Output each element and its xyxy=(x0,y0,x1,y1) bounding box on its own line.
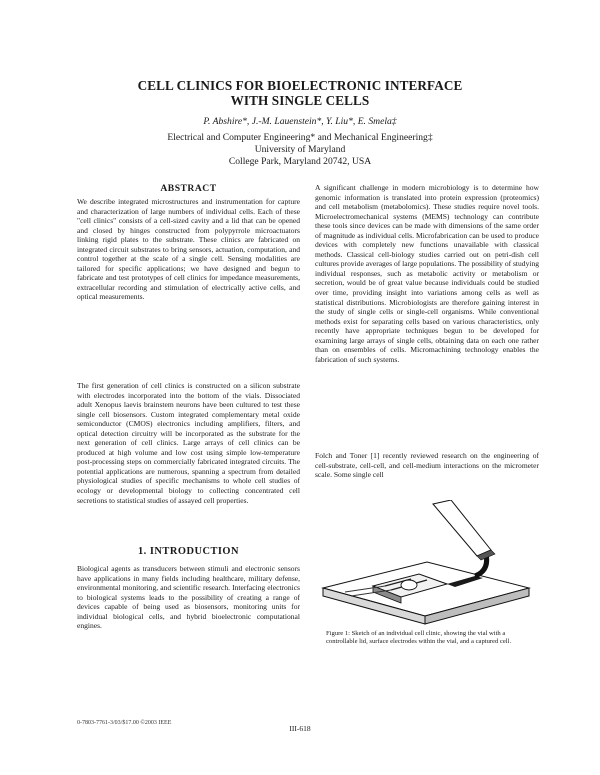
cell-clinic-illustration xyxy=(315,500,539,626)
affiliation-departments: Electrical and Computer Engineering* and Mechanical Engineering‡ xyxy=(167,132,433,143)
page-number: III-618 xyxy=(289,724,311,733)
paper-title xyxy=(0,78,600,108)
affiliation-university: University of Maryland xyxy=(254,144,346,155)
introduction-heading: 1. INTRODUCTION xyxy=(137,546,240,557)
figure-cell-clinic-sketch xyxy=(315,500,539,626)
introduction-paragraph-1: Biological agents as transducers between stimuli and electronic sensors have applications in many fields including healthcare, military defense, environmental monitoring, and scientific research. Interfacing electronics to biological systems leads to the possibility of creating a range of devices capable of being used as biosensors, monitoring units for individual biological cells, and hybrid bioelectronic computational engines. xyxy=(77,564,300,631)
abstract-paragraph-1: We describe integrated microstructures and instrumentation for capture and characterization of large numbers of individual cells. Each of these "cell clinics" consists of a cell-sized cavity and a lid that can be opened and closed by hinges constructed from polypyrrole microactuators linking rigid plates to the substrate. These clinics are fabricated on integrated circuit substrates to bring sensors, actuation, computation, and control together at the scale of a single cell. Sensing modalities are tailored for specific applications; we have designed and begun to fabricate and test prototypes of cell clinics for impedance measurements, extracellular recording and stimulation of electrically active cells, and optical measurements. xyxy=(77,197,300,302)
title-line-2: WITH SINGLE CELLS xyxy=(230,93,370,108)
abstract-paragraph-2: The first generation of cell clinics is constructed on a silicon substrate with electrodes incorporated into the bottom of the vials. Dissociated adult Xenopus laevis brainstem neurons have been cultured to test these single cell biosensors. Custom integrated complementary metal oxide semiconductor (CMOS) electronics including amplifiers, filters, and optical detection circuitry will be incorporated as the substrate for the next generation of cell clinics. Large arrays of cell clinics can be produced at high volume and low cost using simple low-temperature post-processing steps on commercially fabricated integrated circuits. The potential applications are numerous, spanning a spectrum from detailed physiological studies of specific mechanisms to whole cell studies of ecology or developmental biology to collecting concentrated cell secretions to statistical studies of assayed cell properties. xyxy=(77,381,300,505)
figure-caption: Figure 1: Sketch of an individual cell clinic, showing the vial with a controllable lid, surface electrodes within the vial, and a captured cell. xyxy=(326,630,512,646)
copyright-notice: 0-7803-7761-3/03/$17.00 ©2003 IEEE xyxy=(77,720,172,726)
right-column-paragraph-2: Folch and Toner [1] recently reviewed research on the engineering of cell-substrate, cell-cell, and cell-medium interactions on the micrometer scale. Some single cell xyxy=(315,451,539,480)
title-line-1: CELL CLINICS FOR BIOELECTRONIC INTERFACE xyxy=(137,78,463,93)
captured-cell xyxy=(401,580,417,590)
right-column-paragraph-1: A significant challenge in modern microbiology is to determine how genomic information is translated into protein expression (proteomics) and cell metabolism (metabolomics). These studies require novel tools. Microelectromechanical systems (MEMS) technology can contribute these tools since devices can be made with dimensions of the same order of magnitude as individual cells. Microfabrication can be used to produce devices with completely new functions unavailable with classical methods. Classical cell-biology studies carried out on petri-dish cell cultures provide averages of large populations. The possibility of studying individual responses, such as metabolic activity or metabolism or secretion, would be of great value because individuals could be studied over time, providing insight into variations among cells as well as statistical distributions. Microbiologists are therefore gaining interest in the study of single cells or single-cell organisms. While conventional methods exist for separating cells based on various characteristics, only recently have appropriate techniques begun to be developed for examining large arrays of single cells, obtaining data on each one rather than on ensembles of cells. Micromachining technology enables the fabrication of such systems. xyxy=(315,183,539,364)
lid-plate xyxy=(433,500,491,556)
affiliation-address: College Park, Maryland 20742, USA xyxy=(228,156,372,167)
authors: P. Abshire*, J.-M. Lauenstein*, Y. Liu*, E. Smela‡ xyxy=(203,116,397,127)
abstract-heading: ABSTRACT xyxy=(160,183,217,194)
